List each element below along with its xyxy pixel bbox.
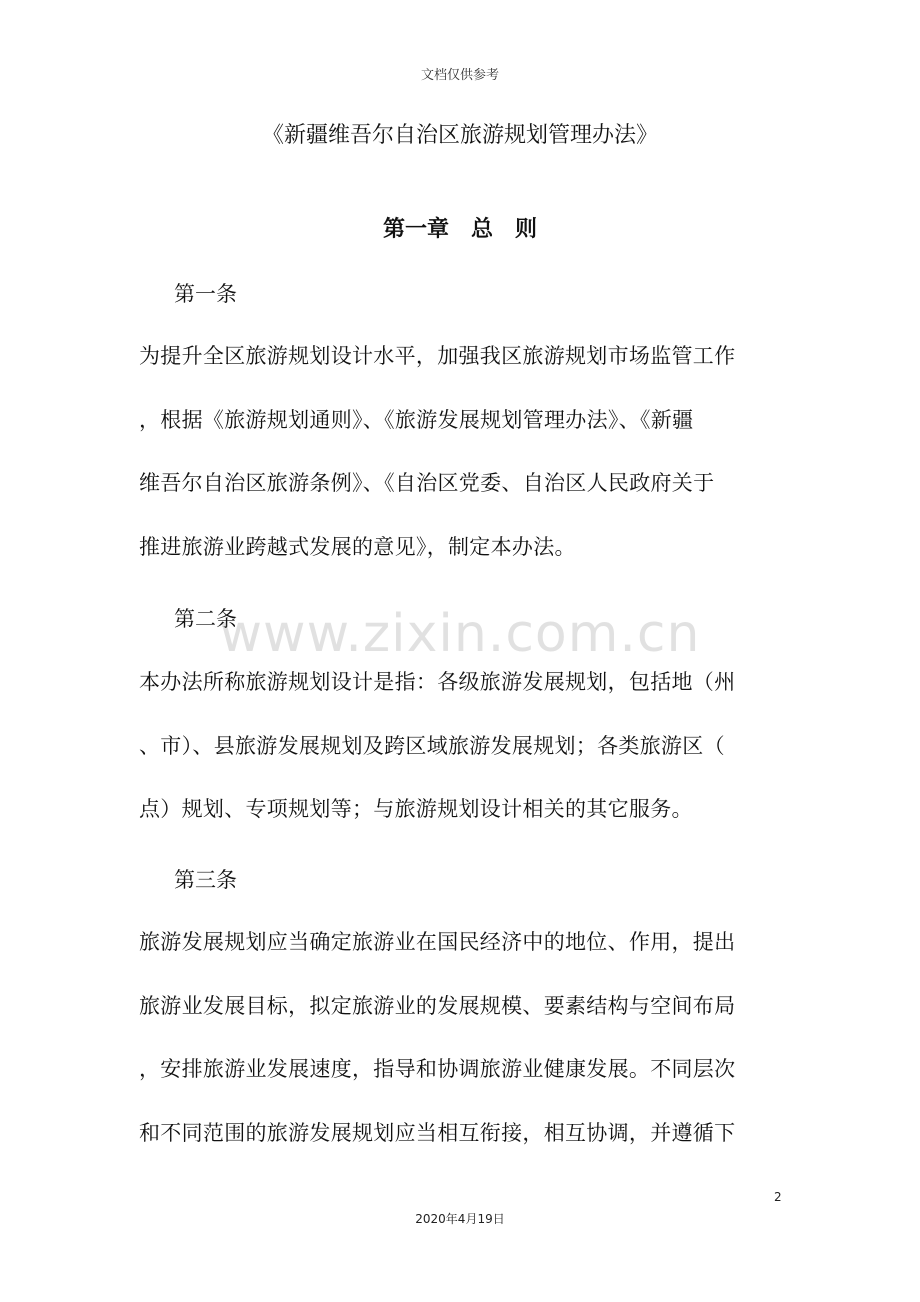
article-1-label: 第一条 xyxy=(174,282,237,306)
article-3-line: 旅游业发展目标，拟定旅游业的发展规模、要素结构与空间布局 xyxy=(139,993,736,1018)
article-1-line: 推进旅游业跨越式发展的意见》，制定本办法。 xyxy=(139,534,576,559)
page-number: 2 xyxy=(774,1190,782,1204)
article-2-line: 本办法所称旅游规划设计是指：各级旅游发展规划，包括地（州 xyxy=(139,670,736,694)
article-1-line: ，根据《旅游规划通则》、《旅游发展规划管理办法》、《新疆 xyxy=(139,407,694,432)
watermark: www.zixin.com.cn xyxy=(219,604,701,664)
page-footer-date: 2020年4月19日 xyxy=(415,1212,505,1226)
article-3-line: 旅游发展规划应当确定旅游业在国民经济中的地位、作用，提出 xyxy=(139,930,736,954)
article-2-line: 、市）、县旅游发展规划及跨区域旅游发展规划；各类旅游区（ xyxy=(139,733,725,758)
document-title: 《新疆维吾尔自治区旅游规划管理办法》 xyxy=(261,123,658,148)
article-1-line: 维吾尔自治区旅游条例》、《自治区党委、自治区人民政府关于 xyxy=(139,471,715,495)
article-2-line: 点）规划、专项规划等；与旅游规划设计相关的其它服务。 xyxy=(139,797,693,821)
article-1-line: 为提升全区旅游规划设计水平，加强我区旅游规划市场监管工作 xyxy=(139,344,736,368)
article-3-line: 和不同范围的旅游发展规划应当相互衔接，相互协调，并遵循下 xyxy=(139,1120,736,1145)
article-3-label: 第三条 xyxy=(174,868,237,892)
page-header: 文档仅供参考 xyxy=(420,68,499,83)
article-1-body xyxy=(139,325,779,579)
article-2-label: 第二条 xyxy=(174,607,237,631)
article-2-body xyxy=(139,651,779,842)
article-3-body xyxy=(139,911,779,1165)
article-3-line: ，安排旅游业发展速度，指导和协调旅游业健康发展。不同层次 xyxy=(139,1057,736,1081)
chapter-heading: 第一章 总 则 xyxy=(382,217,537,242)
